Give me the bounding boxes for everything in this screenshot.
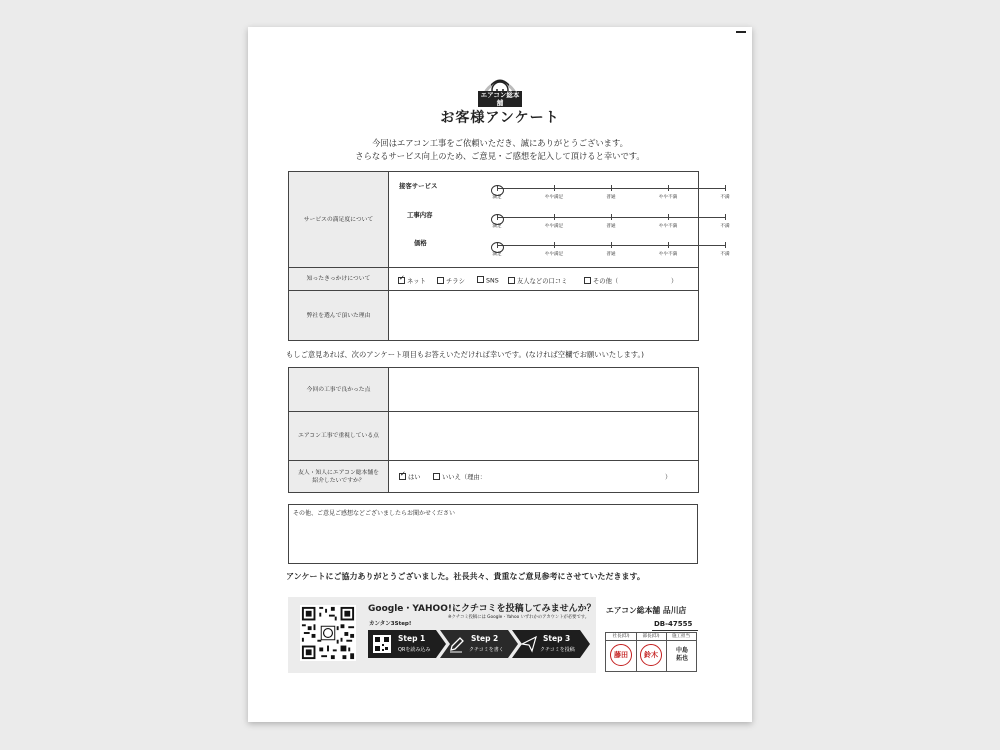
selected-circle [491,185,504,196]
tick-label: 普通 [606,252,616,257]
option-flyer[interactable] [437,276,465,285]
survey-table [288,171,730,341]
step-2-label: Step 2 [471,634,499,643]
survey-sheet [248,27,752,722]
close-paren: ） [665,474,672,481]
checkbox[interactable] [508,277,515,284]
easy-steps-label: カンタン3Step! [369,621,412,627]
intro-text [248,137,752,163]
tick-label: やや不満 [658,224,678,229]
satisfaction-label: サービスの満足度について [289,172,389,267]
review-promo [288,597,596,673]
recommend-yes[interactable] [399,472,421,481]
step-3-text: クチコミを投稿 [540,647,575,653]
code-underline [652,630,698,631]
option-label: はい [408,474,421,481]
logo-text: エアコン総本舗 [478,91,522,107]
recommend-no[interactable] [433,472,486,481]
send-icon [521,635,537,653]
approval-stamps [605,632,697,672]
president-seal: 藤田 [610,644,632,666]
scale-title-work: 工事内容 [407,211,433,219]
tick-label: 不満 [720,224,730,229]
other-comments-label: その他、ご意見ご感想などございましたらお聞かせください [293,510,456,517]
recommend-label-line2: 紹介したいですか？ [312,477,365,484]
pencil-icon [448,635,464,653]
option-label: 友人などの口コミ [517,278,568,285]
thanks-text: アンケートにご協力ありがとうございました。社長共々、貴重なご意見参考にさせていただきます。 [286,572,645,581]
tick-label: 普通 [606,224,616,229]
checkbox[interactable] [437,277,444,284]
tick-label: やや不満 [658,252,678,257]
option-sns[interactable] [477,276,499,285]
manager-seal: 鈴木 [640,644,662,666]
role-installer: 施工担当 [666,633,696,641]
tick-label: 満足 [492,224,502,229]
scale-title-service: 接客サービス [399,182,438,190]
step-3-label: Step 3 [543,634,571,643]
corner-mark [736,31,746,33]
tick-label: 普通 [606,195,616,200]
source-label: 知ったきっかけについて [289,268,389,290]
promo-note: ※クチコミ投稿には Google・Yahoo いずれかのアカウントが必要です。 [448,615,589,620]
option-word-of-mouth[interactable] [508,276,567,285]
optional-note: もしご意見あれば、次のアンケート項目もお答えいただければ幸いです。(なければ空欄でお願いいたします。) [286,350,644,359]
option-net[interactable] [398,276,426,285]
page-title: お客様アンケート [440,110,560,126]
tick-label: 満足 [492,195,502,200]
tick-label: 不満 [720,195,730,200]
optional-table [288,367,699,493]
checkbox[interactable] [477,276,484,283]
checkbox[interactable] [433,473,440,480]
tick-label: やや満足 [544,224,564,229]
step-1-text: QRを読み込み [398,647,431,653]
checkbox-checked[interactable] [398,277,405,284]
option-label: チラシ [446,278,465,285]
option-label: ネット [407,278,426,285]
checkbox[interactable] [584,277,591,284]
tick-label: 満足 [492,252,502,257]
tick-label: 不満 [720,252,730,257]
option-other[interactable] [584,276,618,285]
care-label: エアコン工事で重視している点 [289,412,389,460]
checkbox-checked[interactable] [399,473,406,480]
recommend-label-line1: 友人・知人にエアコン総本舗を [298,469,379,476]
tick-label: やや満足 [544,252,564,257]
option-label: SNS [486,277,499,285]
tick-label: やや満足 [544,195,564,200]
recommend-label [289,461,389,492]
company-logo [478,75,522,107]
scale-title-price: 価格 [414,239,427,247]
good-points-label: 今回の工事で良かった点 [289,368,389,411]
shop-code: DB-47555 [654,620,693,628]
shop-name: エアコン総本舗 品川店 [606,606,687,615]
intro-line-2: さらなるサービス向上のため、ご意見・ご感想を記入して頂けると幸いです。 [355,151,645,161]
qr-scan-icon [372,634,392,654]
step-2-text: クチコミを書く [469,647,504,653]
role-manager: 部長(印) [636,633,666,641]
selected-circle [491,214,504,225]
selected-circle [491,242,504,253]
qr-code-icon[interactable] [300,605,356,661]
option-label: いいえ（理由： [442,474,487,481]
installer-name-line2: 拓也 [675,655,688,662]
reason-label: 弊社を選んで頂いた理由 [289,291,389,340]
close-paren: ） [671,278,678,285]
step-1-label: Step 1 [398,634,426,643]
intro-line-1: 今回はエアコン工事をご依頼いただき、誠にありがとうございます。 [372,138,628,148]
role-president: 社長(印) [606,633,636,641]
option-label: その他（ [593,278,619,285]
tick-label: やや不満 [658,195,678,200]
promo-headline: Google・YAHOO!にクチコミを投稿してみませんか？ [368,604,596,614]
installer-name-line1: 中島 [675,647,688,654]
installer-name [668,647,696,663]
other-comments-box[interactable] [288,504,698,564]
